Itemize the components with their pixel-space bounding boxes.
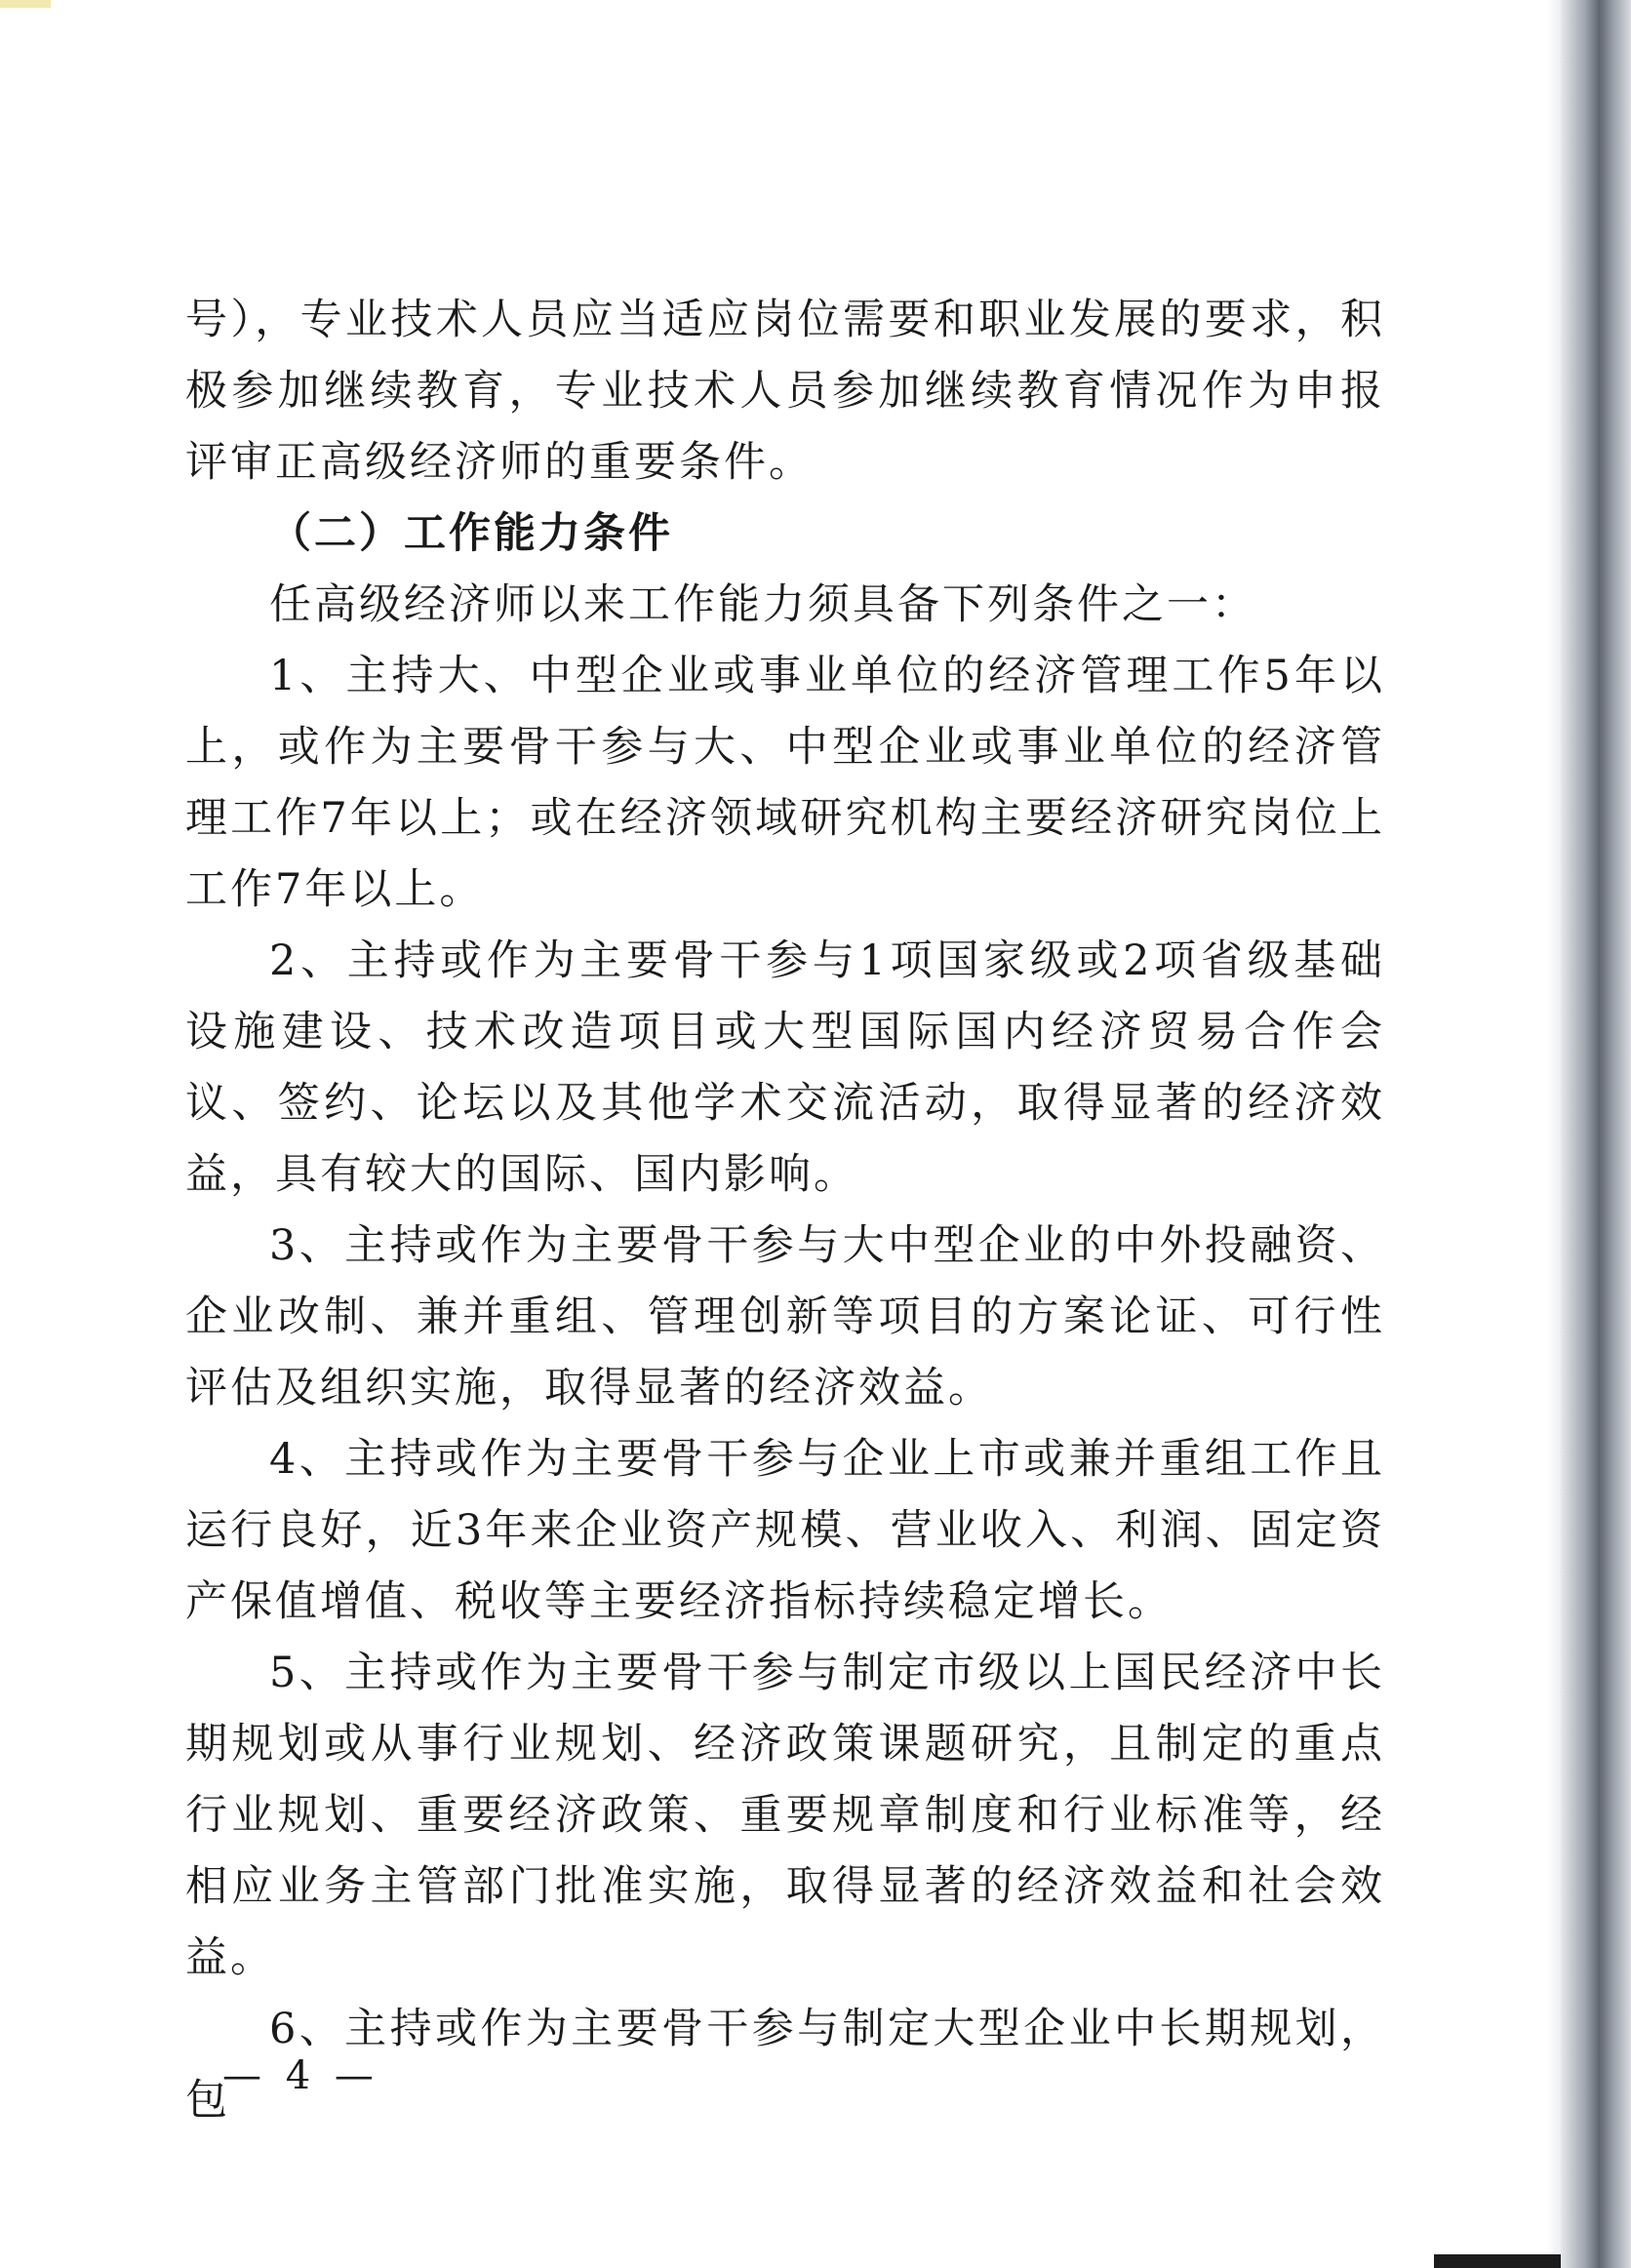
scan-corner-mark bbox=[0, 0, 51, 8]
page-number: — 4 — bbox=[222, 2053, 379, 2098]
list-item-5: 5、主持或作为主要骨干参与制定市级以上国民经济中长期规划或从事行业规划、经济政策课题研究，且制定的重点行业规划、重要经济政策、重要规章制度和行业标准等，经相应业务主管部门批准实施，取得显著的经济效益和社会效益。 bbox=[185, 1649, 1385, 1982]
list-item-6: 6、主持或作为主要骨干参与制定大型企业中长期规划，包 bbox=[185, 2005, 1385, 2125]
list-item-3: 3、主持或作为主要骨干参与大中型企业的中外投融资、企业改制、兼并重组、管理创新等项目的方案论证、可行性评估及组织实施，取得显著的经济效益。 bbox=[185, 1221, 1385, 1413]
paragraph-continuation: 号），专业技术人员应当适应岗位需要和职业发展的要求，积极参加继续教育，专业技术人员参加继续教育情况作为申报评审正高级经济师的重要条件。 bbox=[185, 296, 1385, 487]
list-item-4: 4、主持或作为主要骨干参与企业上市或兼并重组工作且运行良好，近3年来企业资产规模、营业收入、利润、固定资产保值增值、税收等主要经济指标持续稳定增长。 bbox=[185, 1435, 1385, 1626]
scan-edge-shadow bbox=[1547, 0, 1561, 2268]
scan-bottom-mark bbox=[1434, 2254, 1561, 2268]
document-body bbox=[185, 285, 1385, 2136]
section-heading: （二）工作能力条件 bbox=[269, 509, 673, 558]
list-item-1: 1、主持大、中型企业或事业单位的经济管理工作5年以上，或作为主要骨干参与大、中型企业或事业单位的经济管理工作7年以上；或在经济领域研究机构主要经济研究岗位上工作7年以上。 bbox=[185, 652, 1385, 914]
section-intro: 任高级经济师以来工作能力须具备下列条件之一： bbox=[269, 580, 1256, 629]
scan-edge bbox=[1561, 0, 1631, 2268]
list-item-2: 2、主持或作为主要骨干参与1项国家级或2项省级基础设施建设、技术改造项目或大型国际国内经济贸易合作会议、签约、论坛以及其他学术交流活动，取得显著的经济效益，具有较大的国际、国内影响。 bbox=[185, 936, 1385, 1199]
